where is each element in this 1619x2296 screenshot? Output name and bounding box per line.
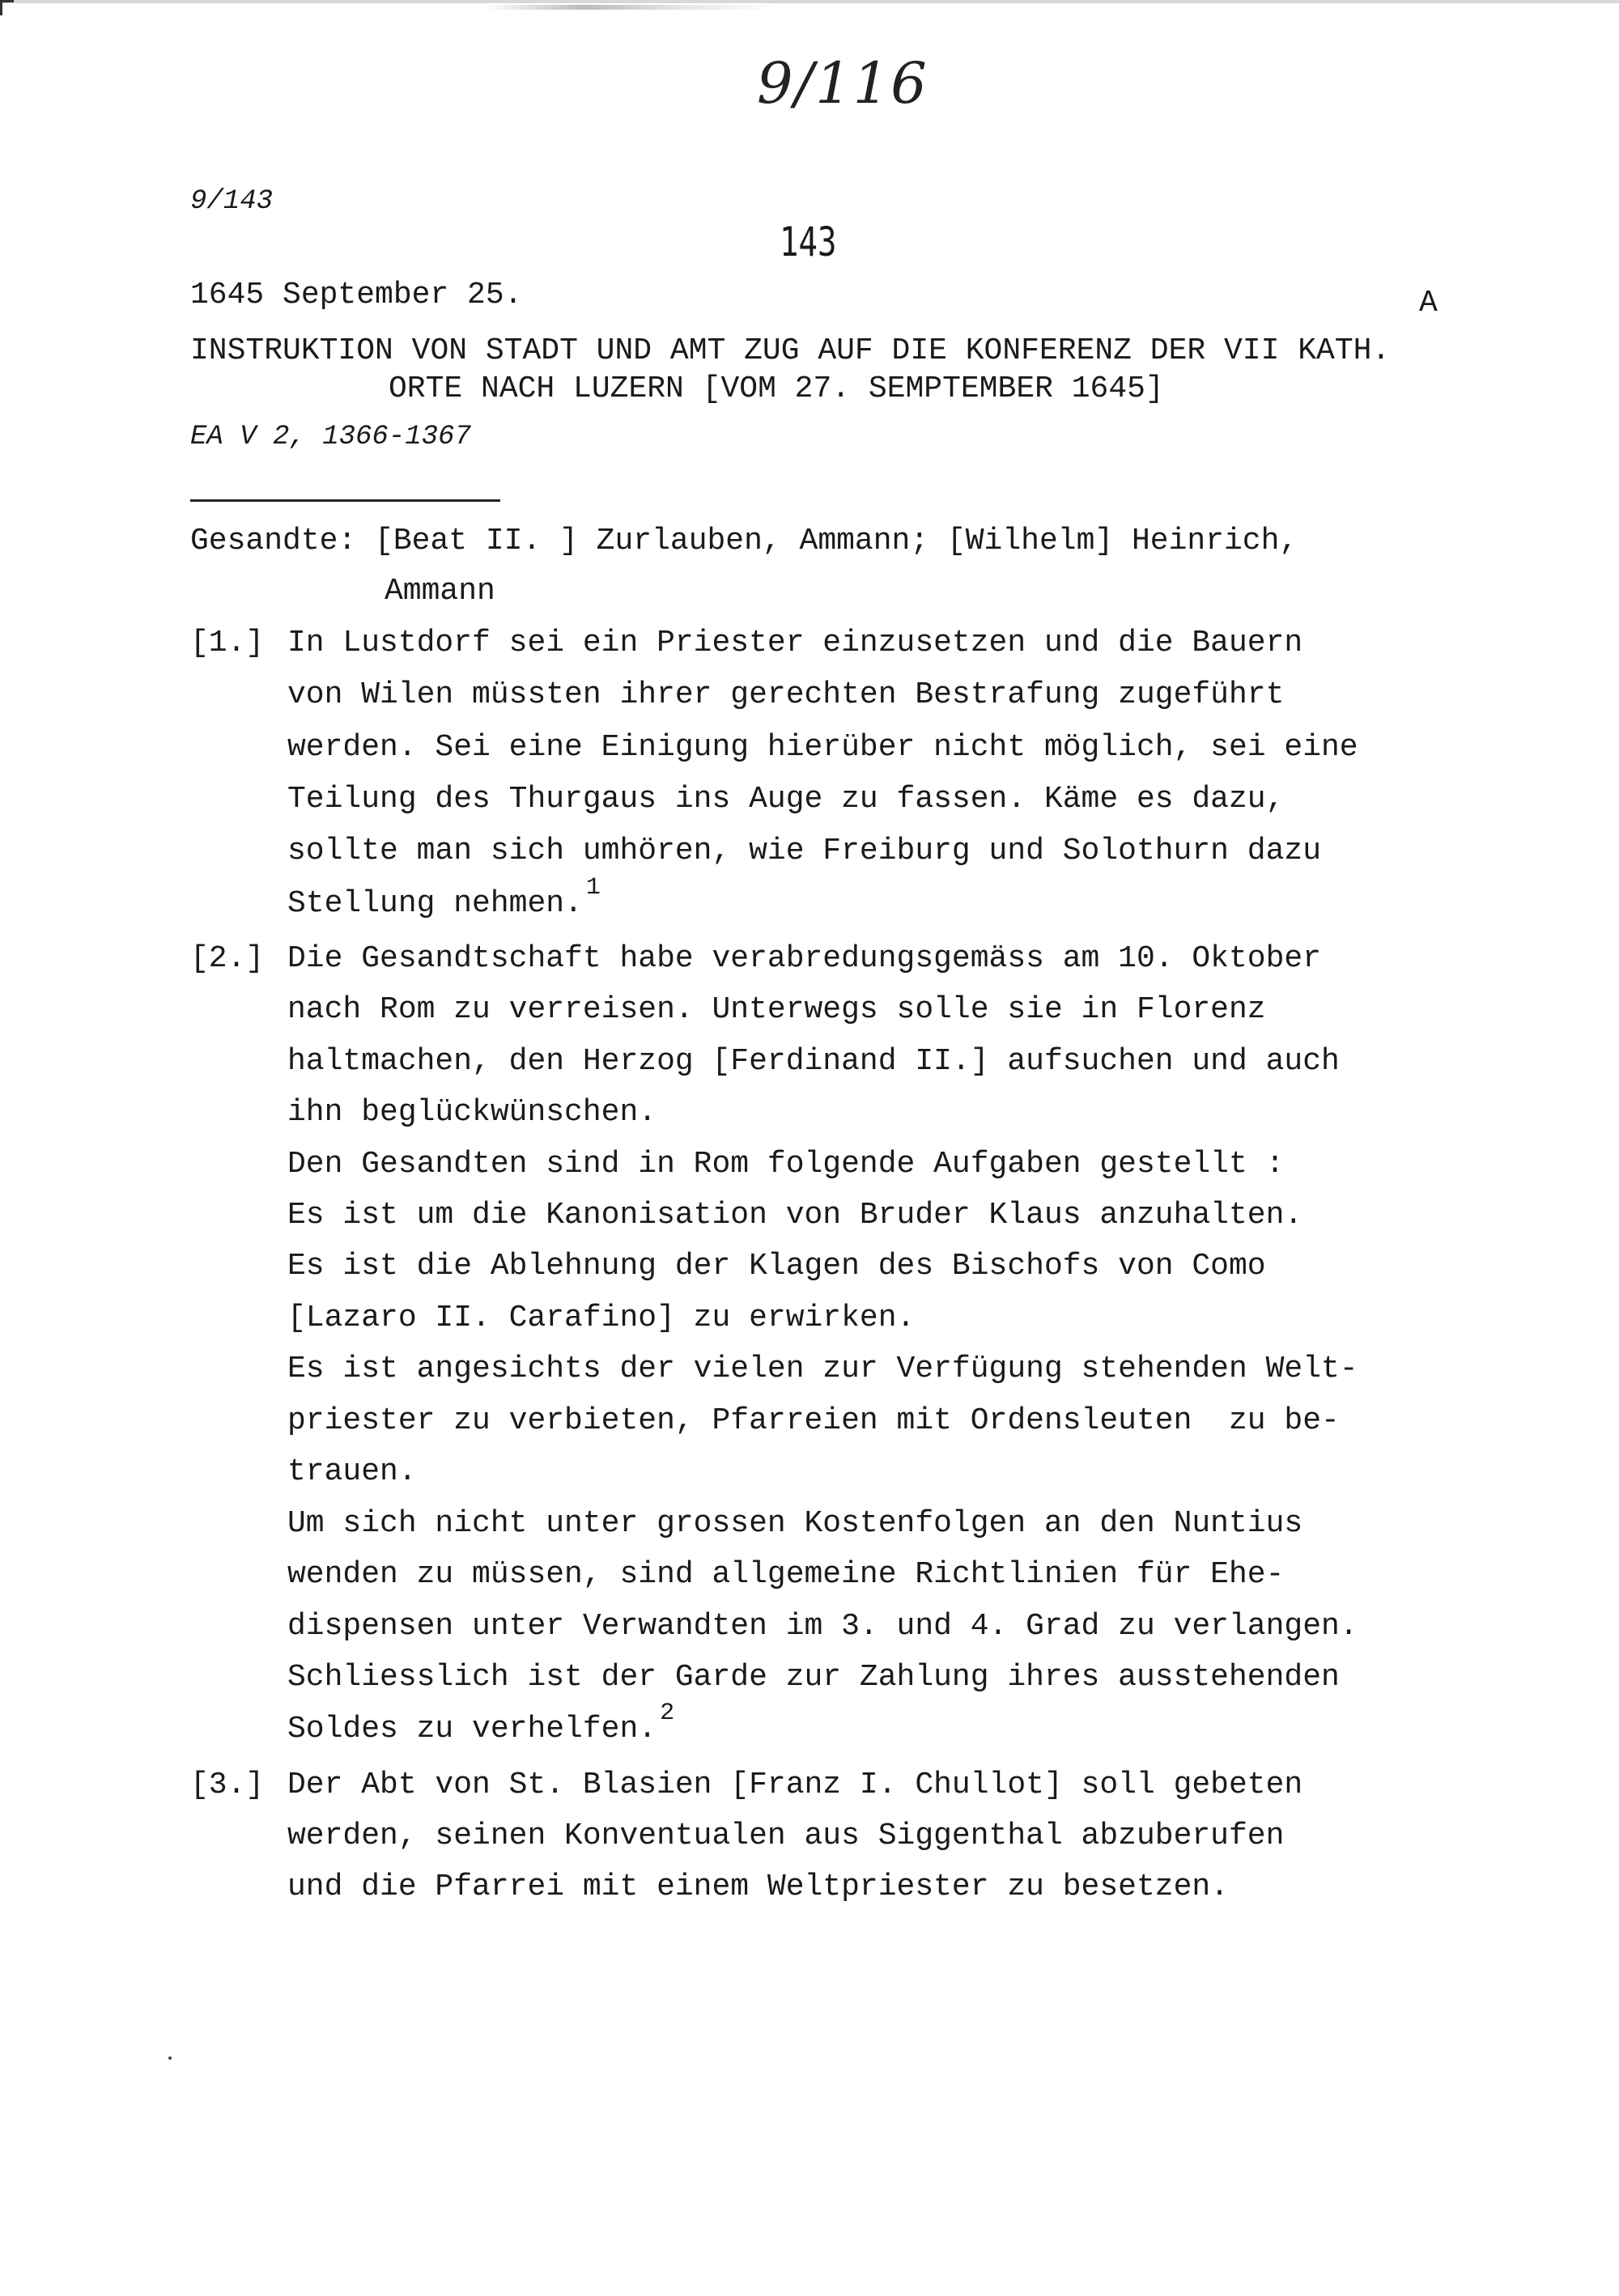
item-1-last-line [287,874,601,921]
item-2-line: Um sich nicht unter grossen Kostenfolgen an den Nuntius [287,1506,1303,1541]
item-number-3: [3.] [190,1768,265,1802]
item-1-line: In Lustdorf sei ein Priester einzusetzen und die Bauern [287,626,1303,660]
item-2-line: haltmachen, den Herzog [Ferdinand II.] aufsuchen und auch [287,1044,1340,1079]
item-2-line: dispensen unter Verwandten im 3. und 4. Grad zu verlangen. [287,1609,1358,1644]
footnote-marker-2: 2 [660,1700,675,1727]
item-2-line: trauen. [287,1454,417,1489]
item-1-line: von Wilen müssten ihrer gerechten Bestrafung zugeführt [287,677,1285,712]
footnote-marker-1: 1 [585,874,601,902]
item-2-line: Schliesslich ist der Garde zur Zahlung ihres ausstehenden [287,1660,1340,1695]
separator-rule [190,499,500,502]
scan-speck [168,2056,172,2060]
date-line: 1645 September 25. [190,278,523,312]
item-2-last-line [287,1700,675,1746]
item-3-line: und die Pfarrei mit einem Weltpriester zu besetzen. [287,1869,1229,1904]
edition-reference: EA V 2, 1366-1367 [190,422,471,452]
envoys-line-2: Ammann [385,574,495,609]
heading-line-1: INSTRUKTION VON STADT UND AMT ZUG AUF DIE KONFERENZ DER VII KATH. [190,333,1391,368]
item-2-line: Es ist angesichts der vielen zur Verfügung stehenden Welt- [287,1352,1358,1386]
item-1-line: Stellung nehmen. [287,886,583,921]
scan-top-edge [0,0,1619,3]
handwritten-archive-number: 9/116 [757,50,928,117]
item-2-line: ihn beglückwünschen. [287,1095,657,1130]
item-2-line: Es ist die Ablehnung der Klagen des Bischofs von Como [287,1249,1266,1284]
item-1-line: sollte man sich umhören, wie Freiburg und Solothurn dazu [287,834,1322,868]
item-2-line: Den Gesandten sind in Rom folgende Aufgaben gestellt : [287,1147,1285,1182]
item-2-line: Es ist um die Kanonisation von Bruder Klaus anzuhalten. [287,1198,1303,1233]
page-number: 143 [780,219,837,265]
item-2-line: Soldes zu verhelfen. [287,1712,657,1746]
item-2-line: wenden zu müssen, sind allgemeine Richtlinien für Ehe- [287,1557,1285,1592]
source-letter: A [1419,286,1438,320]
item-3-line: Der Abt von St. Blasien [Franz I. Chullot] soll gebeten [287,1768,1303,1802]
item-2-line: nach Rom zu verreisen. Unterwegs solle sie in Florenz [287,992,1266,1027]
item-number-2: [2.] [190,941,265,976]
scan-smudge [486,5,777,10]
file-reference: 9/143 [190,186,274,217]
item-number-1: [1.] [190,626,265,660]
scan-corner-mark [0,0,14,15]
heading-line-2: ORTE NACH LUZERN [VOM 27. SEMPTEMBER 1645] [389,371,1164,406]
envoys-line-1: Gesandte: [Beat II. ] Zurlauben, Ammann; [Wilhelm] Heinrich, [190,524,1298,558]
item-1-line: werden. Sei eine Einigung hierüber nicht möglich, sei eine [287,730,1358,765]
item-3-line: werden, seinen Konventualen aus Siggenthal abzuberufen [287,1819,1285,1853]
item-1-line: Teilung des Thurgaus ins Auge zu fassen. Käme es dazu, [287,782,1285,817]
item-2-line: [Lazaro II. Carafino] zu erwirken. [287,1301,916,1335]
item-2-line: priester zu verbieten, Pfarreien mit Ordensleuten zu be- [287,1403,1340,1438]
item-2-line: Die Gesandtschaft habe verabredungsgemäss am 10. Oktober [287,941,1322,976]
